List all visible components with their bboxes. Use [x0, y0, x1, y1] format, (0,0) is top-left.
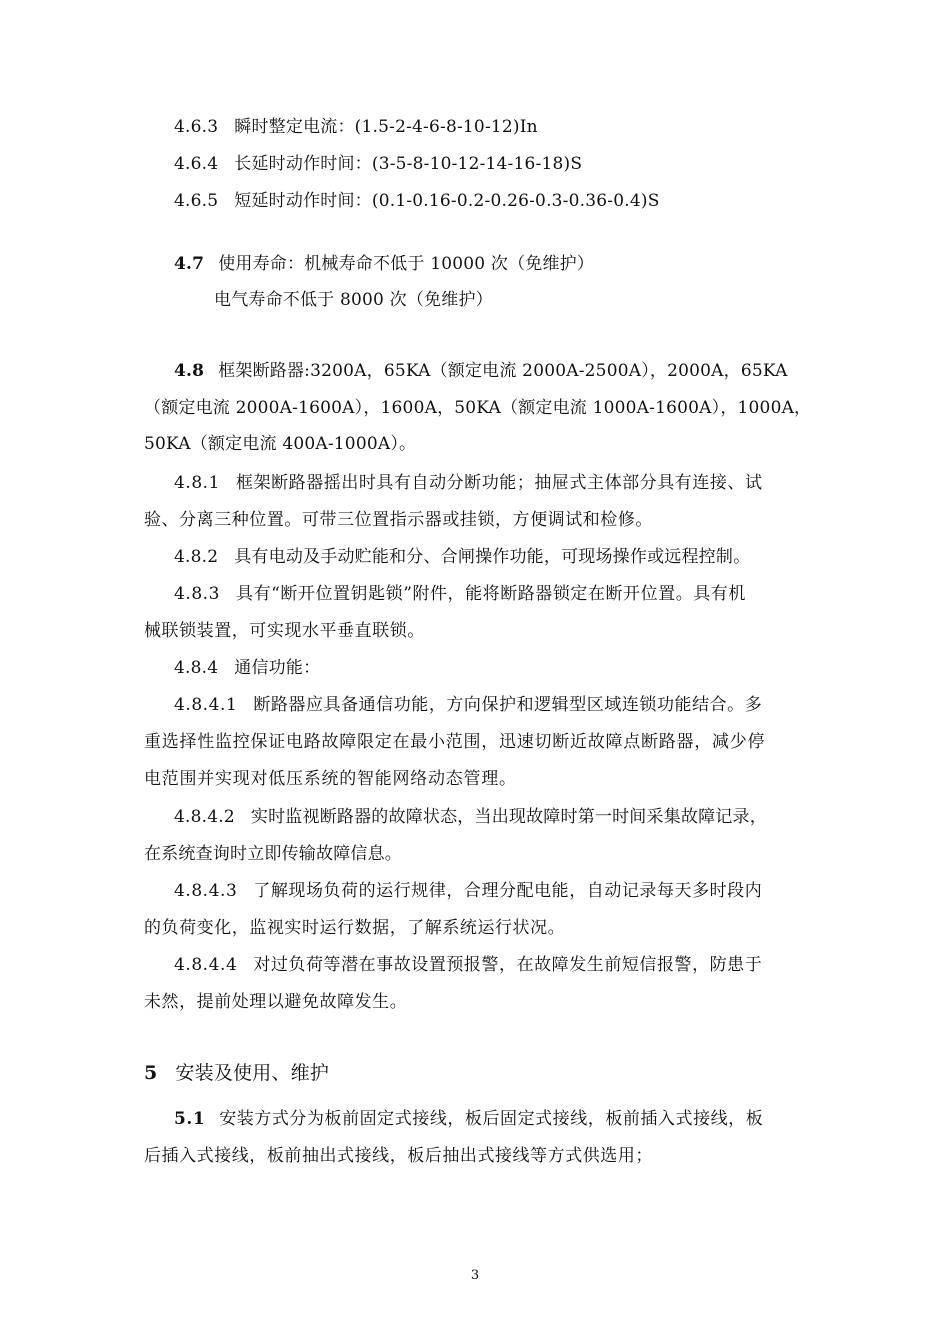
clause-text: 50KA（额定电流 400A-1000A）。 [144, 434, 417, 454]
clause-5-1 [174, 1107, 763, 1131]
clause-4-8-1 [174, 471, 763, 495]
clause-text: 使用寿命：机械寿命不低于 10000 次（免维护） [218, 254, 595, 274]
clause-4-6-5 [174, 189, 660, 213]
clause-text: 实时监视断路器的故障状态，当出现故障时第一时间采集故障记录， [250, 807, 767, 827]
text-line [144, 508, 653, 532]
clause-number: 4.6.4 [174, 154, 219, 174]
clause-4-8-4-1 [174, 693, 762, 717]
clause-4-8-4-3 [174, 879, 762, 903]
clause-text: 械联锁装置，可实现水平垂直联锁。 [144, 621, 425, 641]
section-heading-5 [144, 1061, 329, 1085]
clause-number: 5.1 [174, 1109, 206, 1129]
clause-text: 重选择性监控保证电路故障限定在最小范围，迅速切断近故障点断路器，减少停 [144, 732, 766, 752]
clause-number: 4.8.4.1 [174, 695, 238, 715]
clause-text: 电范围并实现对低压系统的智能网络动态管理。 [144, 769, 517, 789]
clause-text: 在系统查询时立即传输故障信息。 [144, 844, 402, 864]
clause-text: 了解现场负荷的运行规律，合理分配电能，自动记录每天多时段内 [253, 881, 763, 901]
clause-number: 4.6.3 [174, 117, 219, 137]
text-line [214, 288, 493, 312]
clause-text: 具有电动及手动贮能和分、合闸操作功能，可现场操作或远程控制。 [234, 547, 751, 567]
clause-4-8-2 [174, 545, 750, 569]
clause-text: 断路器应具备通信功能，方向保护和逻辑型区域连锁功能结合。多 [253, 695, 763, 715]
clause-text: 安装方式分为板前固定式接线，板后固定式接线，板前插入式接线，板 [219, 1109, 764, 1129]
text-line [144, 396, 811, 420]
clause-number: 4.8.2 [174, 547, 219, 567]
clause-text: 对过负荷等潜在事故设置预报警，在故障发生前短信报警，防患于 [253, 955, 763, 975]
clause-text: 未然，提前处理以避免故障发生。 [144, 992, 408, 1012]
text-line [144, 730, 765, 754]
text-line [144, 990, 407, 1014]
clause-text: 瞬时整定电流：(1.5-2-4-6-8-10-12)In [234, 117, 538, 137]
clause-number: 4.8.1 [174, 473, 221, 493]
clause-text: 具有“断开位置钥匙锁”附件，能将断路器锁定在断开位置。具有机 [236, 584, 746, 604]
clause-4-8-4 [174, 656, 320, 680]
clause-text: 电气寿命不低于 8000 次（免维护） [214, 290, 493, 310]
clause-text: 的负荷变化，监视实时运行数据，了解系统运行状况。 [144, 918, 566, 938]
section-number: 5 [144, 1062, 158, 1084]
clause-text: 框架断路器摇出时具有自动分断功能；抽屉式主体部分具有连接、试 [236, 473, 763, 493]
text-line [144, 619, 425, 643]
clause-4-6-3 [174, 115, 538, 139]
page-number: 3 [470, 1268, 480, 1283]
clause-4-8-4-2 [174, 805, 767, 829]
clause-number: 4.8.4.3 [174, 881, 238, 901]
clause-number: 4.8 [174, 361, 205, 381]
clause-4-7 [174, 252, 594, 276]
clause-text: 后插入式接线，板前抽出式接线，板后抽出式接线等方式供选用； [144, 1146, 653, 1166]
clause-number: 4.8.4.2 [174, 807, 235, 827]
clause-text: 验、分离三种位置。可带三位置指示器或挂锁，方便调试和检修。 [144, 510, 653, 530]
text-line [144, 1144, 653, 1168]
text-line [144, 767, 517, 791]
clause-text: 框架断路器:3200A，65KA（额定电流 2000A-2500A），2000A，65KA [218, 361, 788, 381]
clause-number: 4.8.4.4 [174, 955, 238, 975]
clause-number: 4.6.5 [174, 191, 219, 211]
clause-text: 通信功能： [234, 658, 321, 678]
clause-number: 4.8.3 [174, 584, 221, 604]
clause-text: 短延时动作时间：(0.1-0.16-0.2-0.26-0.3-0.36-0.4)S [234, 191, 660, 211]
text-line [144, 916, 565, 940]
clause-4-8 [174, 359, 788, 383]
clause-number: 4.8.4 [174, 658, 219, 678]
text-line [144, 432, 416, 456]
clause-4-8-3 [174, 582, 746, 606]
clause-4-6-4 [174, 152, 582, 176]
clause-text: （额定电流 2000A-1600A），1600A，50KA（额定电流 1000A-1600A），1000A， [144, 398, 812, 418]
text-line [144, 842, 402, 866]
clause-4-8-4-4 [174, 953, 762, 977]
section-title: 安装及使用、维护 [175, 1062, 330, 1084]
clause-number: 4.7 [174, 254, 205, 274]
clause-text: 长延时动作时间：(3-5-8-10-12-14-16-18)S [234, 154, 583, 174]
